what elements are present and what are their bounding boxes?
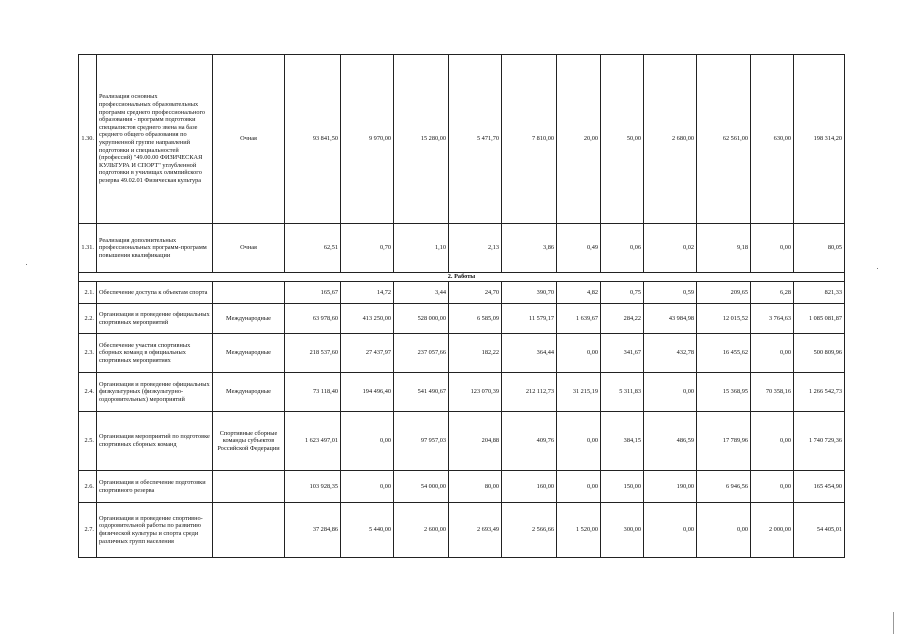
value-cell: 413 250,00 — [341, 304, 394, 334]
value-cell: 9,18 — [697, 224, 751, 273]
table-row — [79, 55, 845, 224]
service-level: Международные — [213, 304, 285, 334]
table-row — [79, 304, 845, 334]
service-name: Организация мероприятий по подготовке спортивных сборных команд — [97, 412, 213, 471]
service-level — [213, 471, 285, 503]
service-name: Организация и обеспечение подготовки спортивного резерва — [97, 471, 213, 503]
scan-speck — [893, 612, 894, 634]
value-cell: 50,00 — [601, 55, 644, 224]
service-name: Организация и проведение официальных спортивных мероприятий — [97, 304, 213, 334]
value-cell: 6 946,56 — [697, 471, 751, 503]
value-cell: 6 585,09 — [449, 304, 502, 334]
value-cell: 11 579,17 — [502, 304, 557, 334]
value-cell: 5 311,83 — [601, 373, 644, 412]
value-cell: 432,78 — [644, 334, 697, 373]
row-number: 2.3. — [79, 334, 97, 373]
value-cell: 0,00 — [341, 471, 394, 503]
value-cell: 24,70 — [449, 282, 502, 304]
value-cell: 73 118,40 — [285, 373, 341, 412]
value-cell: 630,00 — [751, 55, 794, 224]
section-title: 2. Работы — [79, 273, 845, 282]
service-level: Международные — [213, 373, 285, 412]
value-cell: 63 978,60 — [285, 304, 341, 334]
value-cell: 93 841,50 — [285, 55, 341, 224]
value-cell: 190,00 — [644, 471, 697, 503]
value-cell: 80,00 — [449, 471, 502, 503]
value-cell: 2 566,66 — [502, 503, 557, 558]
value-cell: 821,33 — [794, 282, 845, 304]
value-cell: 54 405,01 — [794, 503, 845, 558]
value-cell: 0,02 — [644, 224, 697, 273]
service-name: Реализация дополнительных профессиональных программ-программ повышения квалификации — [97, 224, 213, 273]
value-cell: 0,00 — [751, 224, 794, 273]
table-row — [79, 503, 845, 558]
value-cell: 1 639,67 — [557, 304, 601, 334]
value-cell: 212 112,73 — [502, 373, 557, 412]
value-cell: 2 000,00 — [751, 503, 794, 558]
value-cell: 43 984,98 — [644, 304, 697, 334]
value-cell: 2,13 — [449, 224, 502, 273]
value-cell: 17 789,96 — [697, 412, 751, 471]
value-cell: 5 440,00 — [341, 503, 394, 558]
value-cell: 341,67 — [601, 334, 644, 373]
value-cell: 541 490,67 — [394, 373, 449, 412]
table-row — [79, 334, 845, 373]
value-cell: 160,00 — [502, 471, 557, 503]
value-cell: 3,44 — [394, 282, 449, 304]
service-name: Обеспечение участия спортивных сборных команд в официальных спортивных мероприятиях — [97, 334, 213, 373]
service-level: Очная — [213, 224, 285, 273]
value-cell: 1 266 542,73 — [794, 373, 845, 412]
value-cell: 0,70 — [341, 224, 394, 273]
value-cell: 2 600,00 — [394, 503, 449, 558]
value-cell: 0,75 — [601, 282, 644, 304]
value-cell: 9 970,00 — [341, 55, 394, 224]
value-cell: 0,00 — [751, 471, 794, 503]
value-cell: 27 437,97 — [341, 334, 394, 373]
value-cell: 194 496,40 — [341, 373, 394, 412]
value-cell: 31 215,19 — [557, 373, 601, 412]
service-level: Очная — [213, 55, 285, 224]
row-number: 2.6. — [79, 471, 97, 503]
budget-table — [78, 54, 845, 558]
value-cell: 14,72 — [341, 282, 394, 304]
value-cell: 0,00 — [751, 412, 794, 471]
service-name: Организация и проведение спортивно-оздоровительной работы по развитию физической культуры и спорта среди различных групп населения — [97, 503, 213, 558]
value-cell: 1,10 — [394, 224, 449, 273]
value-cell: 150,00 — [601, 471, 644, 503]
row-number: 1.31. — [79, 224, 97, 273]
value-cell: 500 809,96 — [794, 334, 845, 373]
service-level — [213, 282, 285, 304]
value-cell: 80,05 — [794, 224, 845, 273]
table-row — [79, 282, 845, 304]
value-cell: 0,00 — [557, 471, 601, 503]
value-cell: 62 561,00 — [697, 55, 751, 224]
value-cell: 37 284,86 — [285, 503, 341, 558]
row-number: 2.2. — [79, 304, 97, 334]
value-cell: 237 057,66 — [394, 334, 449, 373]
value-cell: 0,49 — [557, 224, 601, 273]
value-cell: 165 454,90 — [794, 471, 845, 503]
table-row — [79, 471, 845, 503]
value-cell: 4,82 — [557, 282, 601, 304]
value-cell: 0,00 — [557, 412, 601, 471]
value-cell: 528 000,00 — [394, 304, 449, 334]
service-name: Реализация основных профессиональных образовательных программ среднего профессионального образования - программ подготовки специалистов среднего звена на базе среднего общего образования по укрупненной группе направлений подготовки и специальностей (профессий) "49.00.00 ФИЗИЧЕСКАЯ КУЛЬТУРА И СПОРТ" углубленной подготовки в училищах олимпийского резерва 49.02.01 Физическая культура — [97, 55, 213, 224]
value-cell: 62,51 — [285, 224, 341, 273]
row-number: 2.4. — [79, 373, 97, 412]
row-number: 2.1. — [79, 282, 97, 304]
row-number: 1.30. — [79, 55, 97, 224]
value-cell: 7 810,00 — [502, 55, 557, 224]
value-cell: 2 693,49 — [449, 503, 502, 558]
value-cell: 0,06 — [601, 224, 644, 273]
value-cell: 204,88 — [449, 412, 502, 471]
service-level: Спортивные сборные команды субъектов Российской Федерации — [213, 412, 285, 471]
value-cell: 0,00 — [644, 503, 697, 558]
value-cell: 218 537,60 — [285, 334, 341, 373]
scan-speck — [877, 268, 878, 269]
value-cell: 300,00 — [601, 503, 644, 558]
scan-speck — [26, 264, 27, 265]
value-cell: 123 070,39 — [449, 373, 502, 412]
row-number: 2.5. — [79, 412, 97, 471]
value-cell: 3,86 — [502, 224, 557, 273]
value-cell: 0,00 — [644, 373, 697, 412]
value-cell: 103 928,35 — [285, 471, 341, 503]
value-cell: 70 358,16 — [751, 373, 794, 412]
value-cell: 1 740 729,36 — [794, 412, 845, 471]
value-cell: 0,00 — [341, 412, 394, 471]
value-cell: 6,28 — [751, 282, 794, 304]
value-cell: 364,44 — [502, 334, 557, 373]
value-cell: 16 455,62 — [697, 334, 751, 373]
value-cell: 384,15 — [601, 412, 644, 471]
value-cell: 182,22 — [449, 334, 502, 373]
value-cell: 3 764,63 — [751, 304, 794, 334]
value-cell: 198 314,20 — [794, 55, 845, 224]
service-level: Международные — [213, 334, 285, 373]
value-cell: 0,59 — [644, 282, 697, 304]
value-cell: 284,22 — [601, 304, 644, 334]
value-cell: 209,65 — [697, 282, 751, 304]
value-cell: 20,00 — [557, 55, 601, 224]
value-cell: 0,00 — [557, 334, 601, 373]
row-number: 2.7. — [79, 503, 97, 558]
value-cell: 0,00 — [751, 334, 794, 373]
service-level — [213, 503, 285, 558]
section-row — [79, 273, 845, 282]
value-cell: 15 368,95 — [697, 373, 751, 412]
value-cell: 1 520,00 — [557, 503, 601, 558]
value-cell: 1 623 497,01 — [285, 412, 341, 471]
value-cell: 12 015,52 — [697, 304, 751, 334]
value-cell: 15 280,00 — [394, 55, 449, 224]
table-row — [79, 224, 845, 273]
value-cell: 409,76 — [502, 412, 557, 471]
value-cell: 2 680,00 — [644, 55, 697, 224]
table-row — [79, 373, 845, 412]
value-cell: 54 000,00 — [394, 471, 449, 503]
value-cell: 486,59 — [644, 412, 697, 471]
service-name: Обеспечение доступа к объектам спорта — [97, 282, 213, 304]
table-row — [79, 412, 845, 471]
value-cell: 390,70 — [502, 282, 557, 304]
value-cell: 1 085 081,87 — [794, 304, 845, 334]
value-cell: 0,00 — [697, 503, 751, 558]
value-cell: 165,67 — [285, 282, 341, 304]
value-cell: 97 957,03 — [394, 412, 449, 471]
value-cell: 5 471,70 — [449, 55, 502, 224]
service-name: Организация и проведение официальных физкультурных (физкультурно-оздоровительных) мероприятий — [97, 373, 213, 412]
